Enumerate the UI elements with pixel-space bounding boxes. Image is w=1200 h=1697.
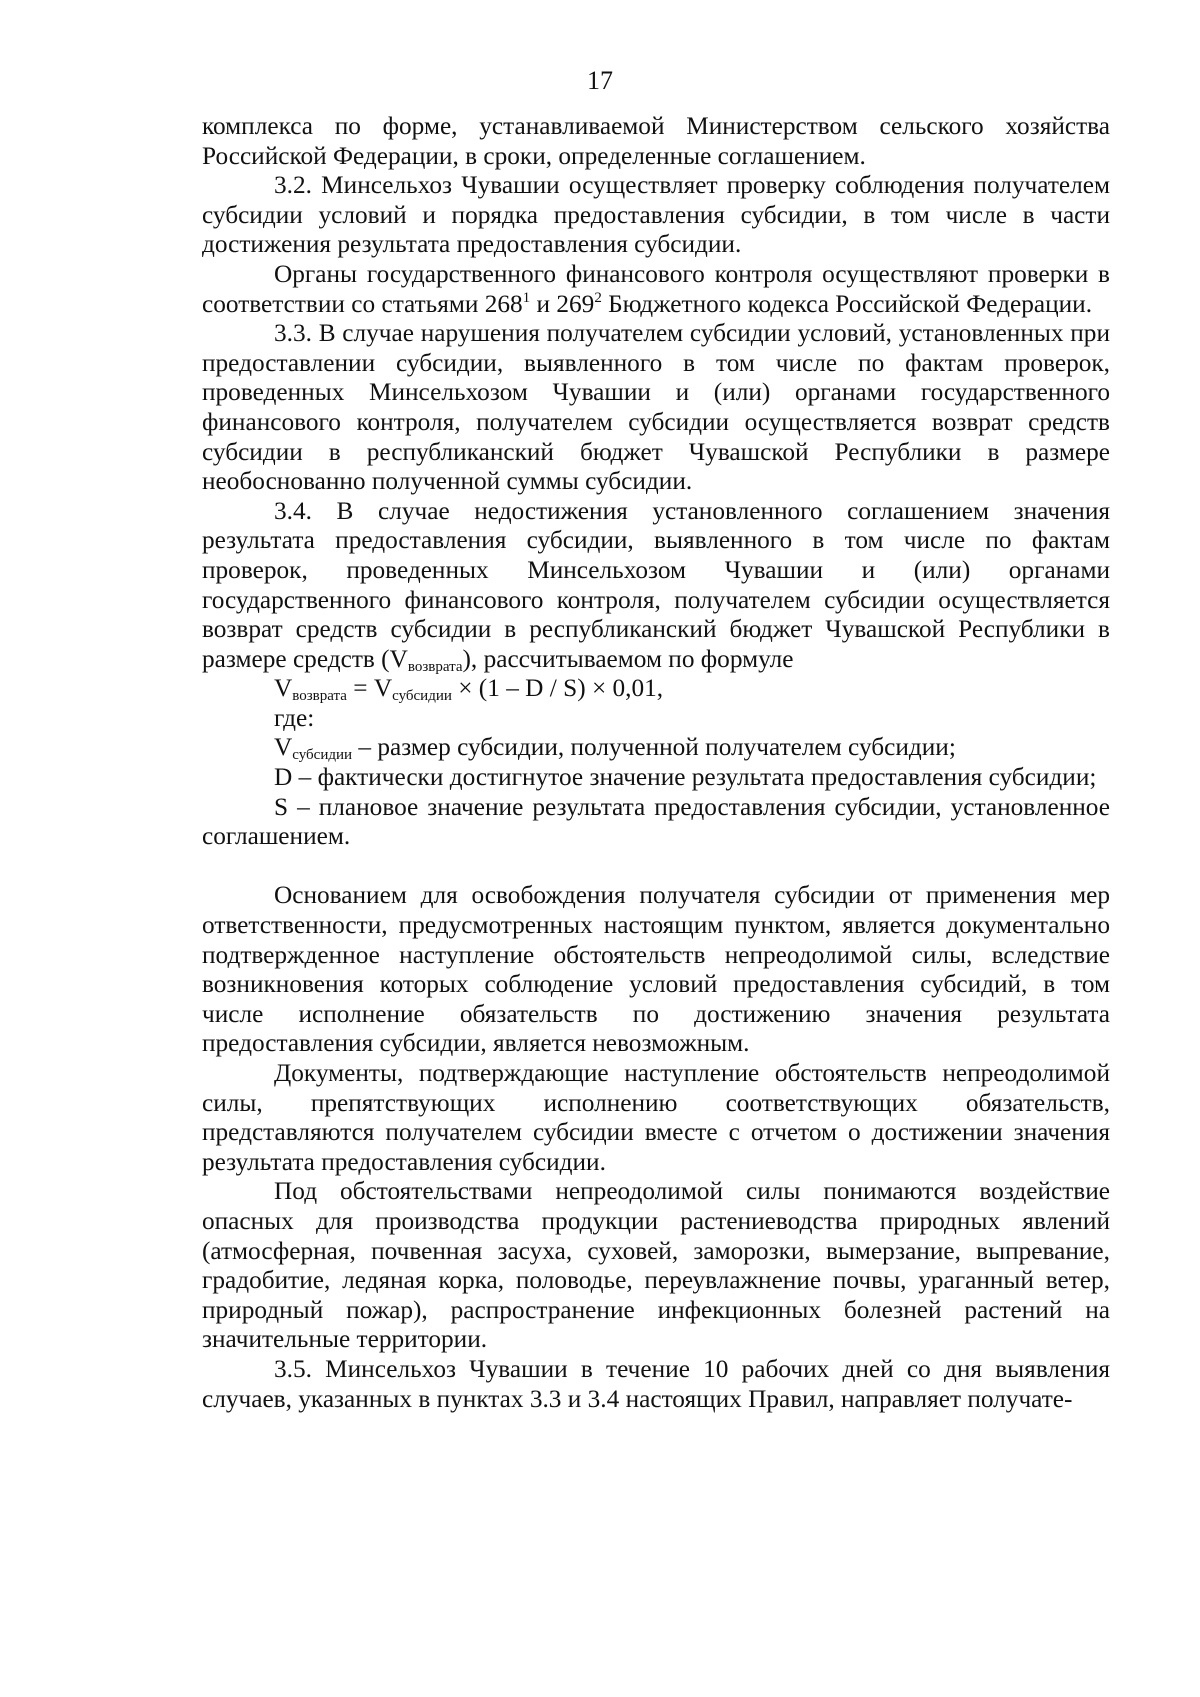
paragraph-3-4-tail: ), рассчитываемом по формуле (462, 644, 794, 673)
document-body (202, 112, 1110, 1414)
paragraph-3-4-text: 3.4. В случае недостижения установленного соглашением значения результата предоставления субсидии, выявленного в том числе по фактам проверок, проведенных Минсельхозом Чувашии и (или) органами государственного финансового контроля, получателем субсидии осуществляется возврат средств субсидии в республиканский бюджет Чувашской Республики в размере средств (V (202, 496, 1110, 673)
control-organs-text-before: Органы государственного финансового контроля осуществляют проверки в соответствии со статьями 268 (202, 259, 1110, 318)
definition-v-subsidy (202, 733, 1110, 763)
article-268-superscript: 1 (522, 289, 531, 306)
paragraph-spacer (202, 852, 1110, 882)
formula-equals-v: = V (346, 674, 393, 703)
v-return-subscript: возврата (407, 658, 463, 675)
control-organs-text-middle: и 269 (530, 289, 595, 318)
definition-d: D – фактически достигнутое значение результата предоставления субсидии; (274, 763, 1097, 792)
formula-v-return: V (274, 674, 293, 703)
definition-v-symbol: V (274, 733, 293, 762)
formula-subsidy-subscript: субсидии (392, 688, 452, 705)
paragraph-3-3: 3.3. В случае нарушения получателем субсидии условий, установленных при предоставлении субсидии, выявленного в том числе по фактам проверок, проведенных Минсельхозом Чувашии и (или) органами государственного финансового контроля, получателем субсидии осуществляется возврат средств субсидии в республиканский бюджет Чувашской Республики в размере необоснованно полученной суммы субсидии. (202, 319, 1110, 496)
where-label: где: (274, 703, 315, 732)
paragraph-control-organs (202, 260, 1110, 319)
article-269-superscript: 2 (594, 289, 602, 306)
paragraph-force-majeure: Под обстоятельствами непреодолимой силы понимаются воздействие опасных для производства продукции растениеводства природных явлений (атмосферная, почвенная засуха, суховей, заморозки, вымерзание, выпревание, градобитие, ледяная корка, половодье, переувлажнение почвы, ураганный ветер, природный пожар), распространение инфекционных болезней растений на значительные территории. (202, 1177, 1110, 1354)
paragraph-release-basis: Основанием для освобождения получателя субсидии от применения мер ответственности, предусмотренных настоящим пунктом, является документально подтвержденное наступление обстоятельств непреодолимой силы, вследствие возникновения которых соблюдение условий предоставления субсидий, в том числе исполнение обязательств по достижению значения результата предоставления субсидии, является невозможным. (202, 881, 1110, 1058)
paragraph-3-2: 3.2. Минсельхоз Чувашии осуществляет проверку соблюдения получателем субсидии условий и порядка предоставления субсидии, в том числе в части достижения результата предоставления субсидии. (202, 171, 1110, 259)
formula-return-subscript: возврата (292, 688, 347, 705)
paragraph-3-5: 3.5. Минсельхоз Чувашии в течение 10 рабочих дней со дня выявления случаев, указанных в пунктах 3.3 и 3.4 настоящих Правил, направляет получате- (202, 1354, 1110, 1413)
definition-s: S – плановое значение результата предоставления субсидии, установленное соглашением. (202, 792, 1110, 851)
definition-v-text: – размер субсидии, полученной получателем субсидии; (352, 733, 956, 762)
paragraph-intro: комплекса по форме, устанавливаемой Министерством сельского хозяйства Российской Федерации, в сроки, определенные соглашением. (202, 112, 1110, 170)
control-organs-text-after: Бюджетного кодекса Российской Федерации. (601, 289, 1093, 318)
return-formula (202, 674, 1110, 704)
paragraph-3-4 (202, 497, 1110, 675)
page-number: 17 (587, 66, 613, 95)
paragraph-supporting-documents: Документы, подтверждающие наступление обстоятельств непреодолимой силы, препятствующих исполнению соответствующих обязательств, представляются получателем субсидии вместе с отчетом о достижении значения результата предоставления субсидии. (202, 1059, 1110, 1176)
formula-rest: × (1 – D / S) × 0,01, (451, 674, 664, 703)
definition-v-subscript: субсидии (292, 747, 353, 764)
